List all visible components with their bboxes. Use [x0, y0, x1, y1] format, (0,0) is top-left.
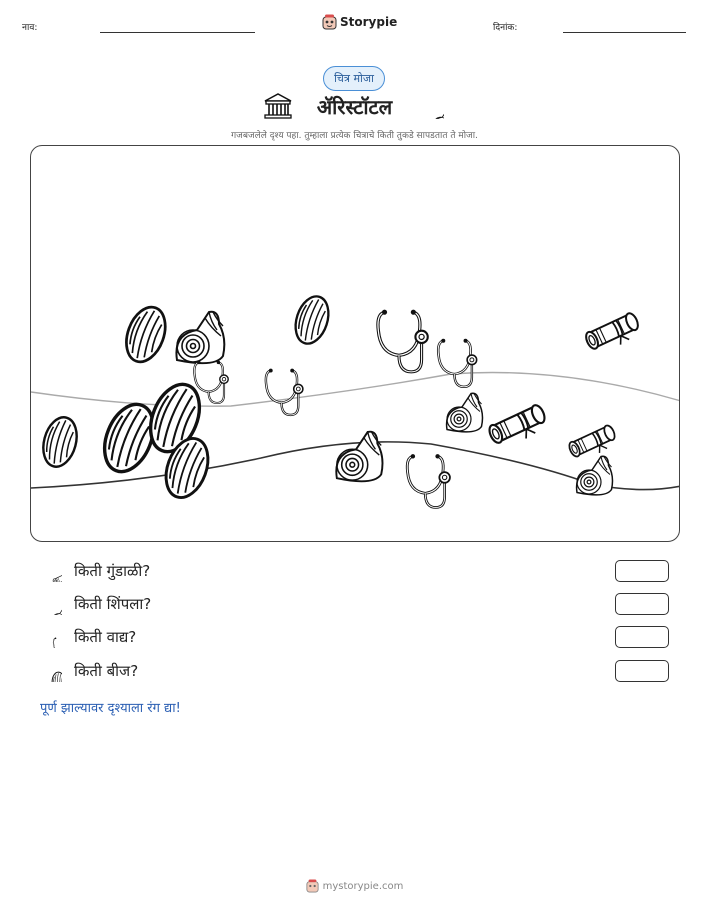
answer-box-instruments[interactable] — [615, 626, 669, 648]
scroll-piece — [567, 424, 619, 464]
shell-piece — [447, 393, 483, 432]
question-text: किती बीज? — [74, 662, 139, 680]
brand-logo — [322, 14, 397, 30]
name-field[interactable] — [100, 32, 255, 33]
coloring-instruction: पूर्ण झाल्यावर दृश्याला रंग द्या! — [40, 701, 181, 716]
question-row-seeds — [40, 658, 672, 684]
answer-box-seeds[interactable] — [615, 660, 669, 682]
storypie-logo-icon — [322, 14, 337, 30]
back-hill-line — [31, 373, 680, 407]
answer-box-shells[interactable] — [615, 593, 669, 615]
seed-piece — [119, 302, 172, 367]
stethoscope-icon — [40, 626, 62, 648]
shell-piece — [176, 312, 224, 363]
snail-shell-icon — [420, 93, 444, 119]
storypie-logo-icon — [306, 879, 319, 893]
question-text: किती वाद्य? — [74, 628, 137, 646]
snail-shell-icon — [40, 593, 62, 615]
shell-piece — [577, 456, 613, 495]
instructions: गजबजलेले दृश्य पहा. तुम्हाला प्रत्येक चित्राचे किती तुकडे सापडतात ते मोजा. — [231, 131, 478, 141]
scroll-icon — [40, 560, 62, 582]
scroll-piece — [584, 311, 644, 356]
seed-icon — [40, 660, 62, 682]
stethoscope-piece — [438, 339, 476, 387]
name-label: नाव: — [22, 23, 38, 33]
question-row-scrolls — [40, 558, 672, 584]
page-title: ॲरिस्टॉटल — [316, 95, 393, 119]
stethoscope-piece — [266, 369, 303, 415]
counting-scene — [31, 146, 680, 542]
question-text: किती शिंपला? — [74, 595, 152, 613]
question-row-shells — [40, 591, 672, 617]
site-url[interactable]: mystorypie.com — [322, 880, 404, 892]
scene-panel — [30, 145, 680, 542]
question-row-instruments — [40, 624, 672, 650]
answer-box-scrolls[interactable] — [615, 560, 669, 582]
brand-name: Storypie — [340, 15, 398, 29]
date-label: दिनांक: — [493, 23, 518, 33]
site-footer — [0, 879, 709, 893]
question-text: किती गुंडाळी? — [74, 562, 151, 580]
scroll-piece — [487, 403, 550, 451]
activity-badge: चित्र मोजा — [323, 66, 385, 91]
stethoscope-piece — [407, 454, 450, 507]
stethoscope-piece — [378, 310, 428, 372]
date-field[interactable] — [563, 32, 686, 33]
shell-piece — [336, 432, 382, 482]
seed-piece — [290, 292, 334, 348]
seed-piece — [38, 414, 82, 471]
